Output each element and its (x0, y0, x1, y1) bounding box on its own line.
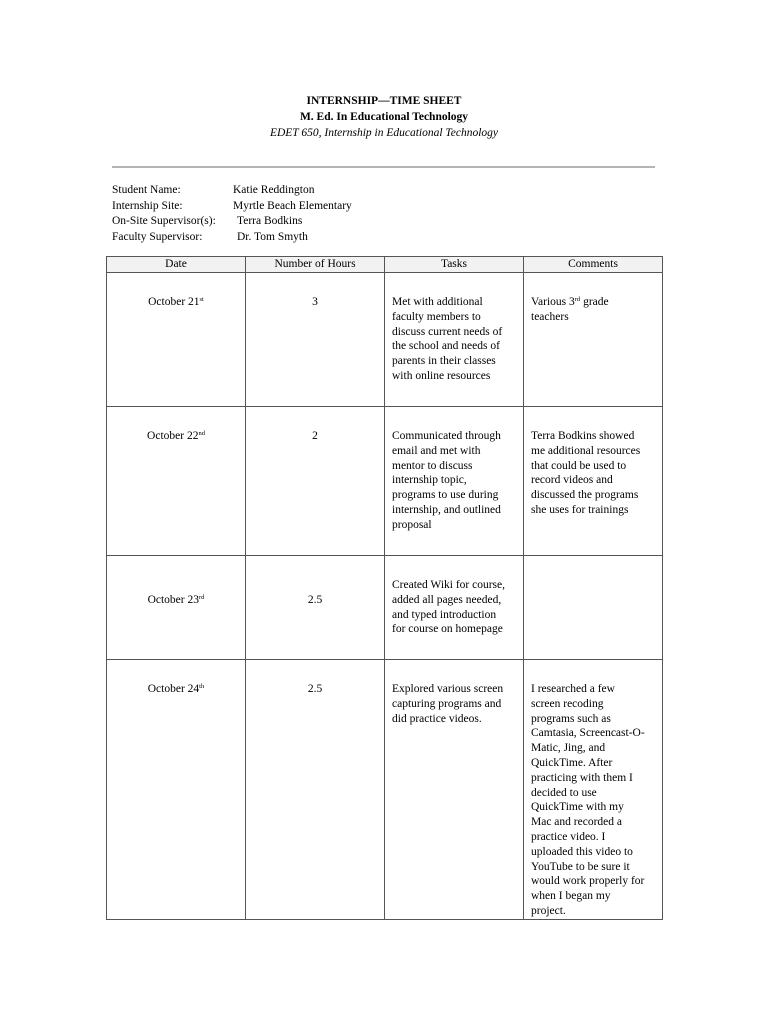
hours-cell (246, 273, 385, 407)
date-cell (107, 407, 246, 556)
task-line: email and met with (392, 444, 481, 457)
comment-line: QuickTime. After (531, 756, 613, 769)
date-suffix: st (199, 296, 204, 303)
header-comments: Comments (524, 257, 663, 273)
comments-cell (524, 407, 663, 556)
date-cell (107, 660, 246, 920)
student-info-block (112, 183, 352, 245)
task-line: Communicated through (392, 430, 501, 442)
table-row (107, 273, 663, 407)
comment-line: Camtasia, Screencast-O- (531, 727, 645, 740)
comment-line: project. (531, 904, 566, 917)
table-row (107, 407, 663, 556)
date-cell (107, 273, 246, 407)
task-line: and typed introduction (392, 608, 497, 621)
comment-line: Terra Bodkins showed (531, 430, 635, 442)
tasks-cell (385, 660, 524, 920)
task-line: did practice videos. (392, 712, 482, 725)
onsite-supervisor-label: On-Site Supervisor(s): (112, 215, 216, 227)
comment-line: Matic, Jing, and (531, 742, 606, 755)
tasks-cell (385, 556, 524, 660)
hours-text: 2.5 (307, 594, 323, 606)
task-line: added all pages needed, (392, 593, 502, 606)
date-suffix: rd (199, 594, 205, 601)
course-name: EDET 650, Internship in Educational Technology (269, 127, 499, 139)
header-date: Date (107, 257, 246, 273)
comment-line: she uses for trainings (531, 503, 629, 516)
comment-line: uploaded this video to (531, 845, 633, 858)
tasks-cell (385, 273, 524, 407)
onsite-supervisor-row (112, 214, 352, 230)
program-name: M. Ed. In Educational Technology (299, 111, 469, 123)
document-title: INTERNSHIP—TIME SHEET (306, 95, 462, 107)
comment-line: screen recoding (531, 697, 604, 710)
task-line: with online resources (392, 369, 491, 382)
task-line: for course on homepage (392, 623, 503, 636)
date-suffix: nd (198, 430, 205, 437)
student-name-label: Student Name: (112, 184, 181, 196)
task-line: the school and needs of (392, 340, 500, 353)
comment-line: I researched a few (531, 683, 615, 695)
comment-line: that could be used to (531, 459, 627, 472)
comment-line: Mac and recorded a (531, 816, 622, 829)
hours-text: 2 (312, 430, 318, 442)
faculty-supervisor-value: Dr. Tom Smyth (237, 230, 308, 243)
date-cell (107, 556, 246, 660)
document-header (0, 93, 768, 141)
comment-line: teachers (531, 310, 569, 323)
task-line: proposal (392, 518, 432, 531)
table-header-row (107, 257, 663, 273)
comment-line: me additional resources (531, 444, 641, 457)
comment-suffix: rd (574, 296, 581, 303)
hours-text: 3 (312, 296, 318, 308)
hours-cell (246, 407, 385, 556)
internship-site-value: Myrtle Beach Elementary (233, 199, 352, 212)
internship-site-row (112, 199, 352, 215)
task-line: programs to use during (392, 489, 499, 502)
hours-cell (246, 556, 385, 660)
tasks-cell (385, 407, 524, 556)
task-line: internship, and outlined (392, 503, 501, 516)
hours-cell (246, 660, 385, 920)
date-text: October 21 (148, 296, 200, 308)
table-row (107, 660, 663, 920)
task-line: mentor to discuss (392, 459, 473, 472)
student-name-value: Katie Reddington (233, 184, 315, 196)
comment-line: record videos and (531, 474, 613, 487)
task-line: Met with additional (392, 296, 483, 308)
task-line: parents in their classes (392, 355, 496, 368)
comments-cell (524, 556, 663, 660)
time-sheet-table (106, 256, 663, 920)
comment-text: Various 3 (531, 296, 575, 308)
comment-line: discussed the programs (531, 489, 639, 502)
date-text: October 24 (147, 683, 200, 695)
date-suffix: th (199, 683, 205, 690)
header-tasks: Tasks (385, 257, 524, 273)
comment-line: practice video. I (531, 830, 606, 843)
header-divider (112, 166, 655, 168)
faculty-supervisor-label: Faculty Supervisor: (112, 230, 203, 243)
task-line: Created Wiki for course, (392, 579, 506, 591)
internship-site-label: Internship Site: (112, 199, 183, 212)
hours-text: 2.5 (307, 683, 323, 695)
comments-cell (524, 273, 663, 407)
comment-line: programs such as (531, 712, 611, 725)
comment-line: QuickTime with my (531, 801, 624, 814)
date-text: October 22 (147, 430, 199, 442)
task-line: discuss current needs of (392, 325, 503, 338)
task-line: Explored various screen (392, 683, 504, 695)
comment-line (531, 295, 655, 310)
comment-text: grade (580, 296, 609, 308)
comment-line: when I began my (531, 890, 611, 903)
task-line: internship topic, (392, 474, 467, 487)
comment-line: practicing with them I (531, 771, 633, 784)
student-name-row (112, 183, 352, 199)
comment-line: would work properly for (531, 875, 645, 888)
header-hours: Number of Hours (246, 257, 385, 273)
task-line: faculty members to (392, 310, 481, 323)
task-line: capturing programs and (392, 697, 502, 710)
date-text: October 23 (147, 594, 199, 606)
comment-line: YouTube to be sure it (531, 860, 630, 873)
faculty-supervisor-row (112, 230, 352, 246)
table-row (107, 556, 663, 660)
onsite-supervisor-value: Terra Bodkins (237, 215, 303, 227)
comments-cell (524, 660, 663, 920)
comment-line: decided to use (531, 786, 597, 799)
